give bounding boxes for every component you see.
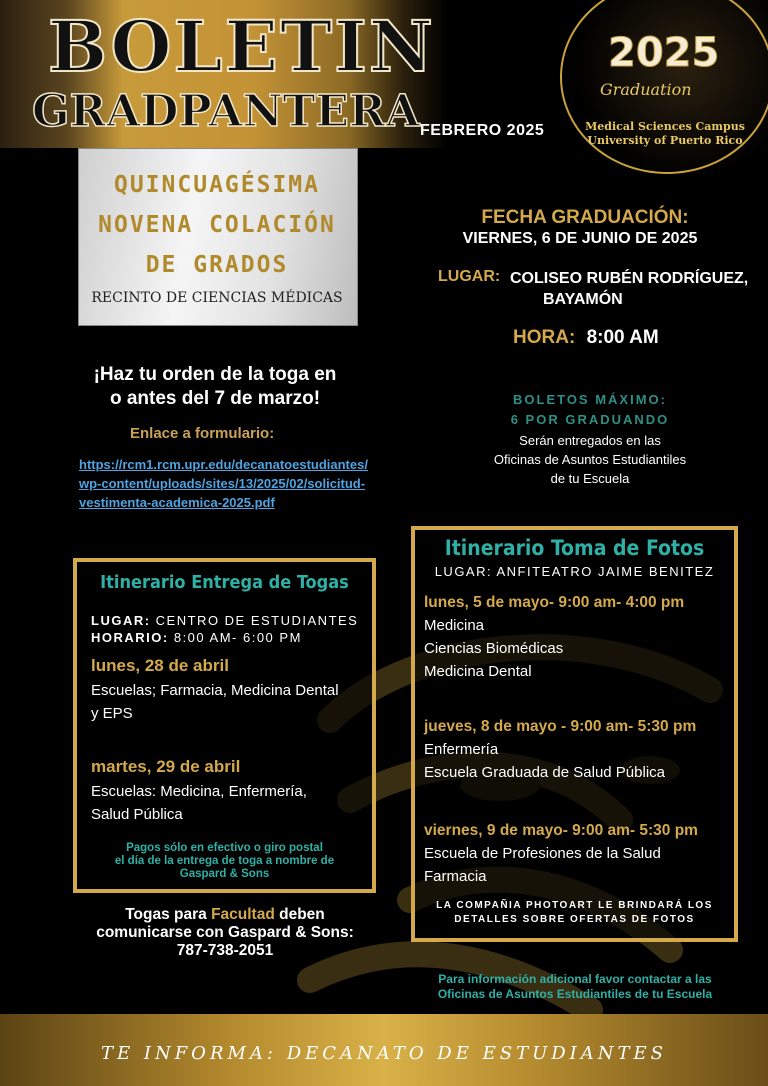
delivery-line-3: de tu Escuela xyxy=(550,471,630,486)
ceremony-line-3: DE GRADOS xyxy=(145,252,289,278)
togas-day-1-schools xyxy=(91,679,339,725)
faculty-phone: 787-738-2051 xyxy=(176,942,274,959)
faculty-highlight: Facultad xyxy=(211,906,275,923)
faculty-gowns-note xyxy=(60,906,390,960)
photoart-note xyxy=(415,899,734,927)
issue-month: FEBRERO 2025 xyxy=(420,122,545,139)
contact-line-2: Oficinas de Asuntos Estudiantiles de tu Escuela xyxy=(437,987,713,1001)
list-item: Ciencias Biomédicas xyxy=(424,640,564,657)
tickets-info xyxy=(470,390,710,430)
seal-university: University of Puerto Rico xyxy=(587,134,743,147)
contact-info xyxy=(410,972,740,1002)
graduation-date-value: VIERNES, 6 DE JUNIO DE 2025 xyxy=(462,230,698,247)
photoart-line-2: DETALLES SOBRE OFERTAS DE FOTOS xyxy=(454,914,695,925)
seal-year: 2025 xyxy=(608,30,720,76)
toga-order-headline xyxy=(60,363,370,411)
contact-line-1: Para información adicional favor contactar a las xyxy=(438,972,712,986)
newsletter-title: BOLETIN xyxy=(48,5,435,88)
togas-itinerary-title: Itinerario Entrega de Togas xyxy=(100,572,349,593)
payment-line-1: Pagos sólo en efectivo o giro postal xyxy=(126,842,323,854)
faculty-line-1a: Togas para xyxy=(125,906,212,923)
delivery-line-1: Serán entregados en las xyxy=(519,433,661,448)
newsletter-subtitle: GRADPANTERA xyxy=(32,86,420,137)
payment-line-3: Gaspard & Sons xyxy=(179,868,270,880)
photos-day-1-list xyxy=(424,614,563,683)
togas-lugar-label: LUGAR: xyxy=(91,613,151,628)
photos-location: LUGAR: ANFITEATRO JAIME BENITEZ xyxy=(434,564,715,579)
payment-line-2: el día de la entrega de toga a nombre de xyxy=(114,855,335,867)
list-item: Escuela de Profesiones de la Salud xyxy=(424,845,661,862)
togas-day-2: martes, 29 de abril xyxy=(91,757,241,776)
list-item: Medicina xyxy=(424,617,485,634)
time-label: HORA: xyxy=(513,327,576,348)
toga-headline-line-1: ¡Haz tu orden de la toga en xyxy=(93,364,337,385)
photos-itinerary-title: Itinerario Toma de Fotos xyxy=(444,536,705,560)
venue-value xyxy=(510,268,748,310)
togas-day-1-line-1: Escuelas; Farmacia, Medicina Dental xyxy=(91,682,339,699)
ceremony-recinto: RECINTO DE CIENCIAS MÉDICAS xyxy=(91,290,343,306)
photos-day-2-list xyxy=(424,738,665,784)
ceremony-line-2: NOVENA COLACIÓN xyxy=(98,212,336,238)
togas-lugar-value: CENTRO DE ESTUDIANTES xyxy=(155,613,359,628)
togas-day-2-schools xyxy=(91,780,307,826)
list-item: Farmacia xyxy=(424,868,487,885)
togas-horario-label: HORARIO: xyxy=(91,630,169,645)
form-link[interactable]: https://rcm1.rcm.upr.edu/decanatoestudiantes/wp-content/uploads/sites/13/2025/02/solicitud-vestimenta-academica-2025.pdf xyxy=(79,457,368,510)
togas-day-2-line-1: Escuelas: Medicina, Enfermería, xyxy=(91,783,307,800)
faculty-line-2: comunicarse con Gaspard & Sons: xyxy=(96,924,354,941)
graduation-date-label: FECHA GRADUACIÓN: xyxy=(481,207,689,228)
footer-text: TE INFORMA: DECANATO DE ESTUDIANTES xyxy=(100,1043,668,1064)
ceremony-line-1: QUINCUAGÉSIMA xyxy=(113,172,320,198)
photoart-line-1: LA COMPAÑIA PHOTOART LE BRINDARÁ LOS xyxy=(436,900,713,911)
seal-graduation-script: Graduation xyxy=(600,80,692,99)
faculty-line-1c: deben xyxy=(274,906,325,923)
togas-location xyxy=(91,612,358,646)
list-item: Enfermería xyxy=(424,741,499,758)
seal-campus: Medical Sciences Campus xyxy=(585,120,745,133)
photos-day-3: viernes, 9 de mayo- 9:00 am- 5:30 pm xyxy=(424,822,698,839)
togas-day-1-line-2: y EPS xyxy=(91,705,133,722)
tickets-line-1: BOLETOS MÁXIMO: xyxy=(513,392,667,407)
list-item: Medicina Dental xyxy=(424,663,532,680)
photos-day-3-list xyxy=(424,842,661,888)
togas-day-2-line-2: Salud Pública xyxy=(91,806,183,823)
toga-headline-line-2: o antes del 7 de marzo! xyxy=(109,388,321,409)
list-item: Escuela Graduada de Salud Pública xyxy=(424,764,665,781)
venue-line-1: COLISEO RUBÉN RODRÍGUEZ, xyxy=(510,270,749,287)
form-link-label: Enlace a formulario: xyxy=(130,425,275,442)
photos-day-1: lunes, 5 de mayo- 9:00 am- 4:00 pm xyxy=(424,594,685,611)
tickets-delivery xyxy=(460,431,720,488)
photos-day-2: jueves, 8 de mayo - 9:00 am- 5:30 pm xyxy=(424,718,697,735)
delivery-line-2: Oficinas de Asuntos Estudiantiles xyxy=(493,452,687,467)
tickets-line-2: 6 POR GRADUANDO xyxy=(510,412,670,427)
togas-day-1: lunes, 28 de abril xyxy=(91,656,229,675)
venue-label: LUGAR: xyxy=(438,268,501,285)
payment-note xyxy=(77,842,372,881)
time-value: 8:00 AM xyxy=(586,327,659,348)
time-row xyxy=(513,327,659,349)
togas-horario-value: 8:00 AM- 6:00 PM xyxy=(173,630,302,645)
venue-line-2: BAYAMÓN xyxy=(543,291,623,308)
